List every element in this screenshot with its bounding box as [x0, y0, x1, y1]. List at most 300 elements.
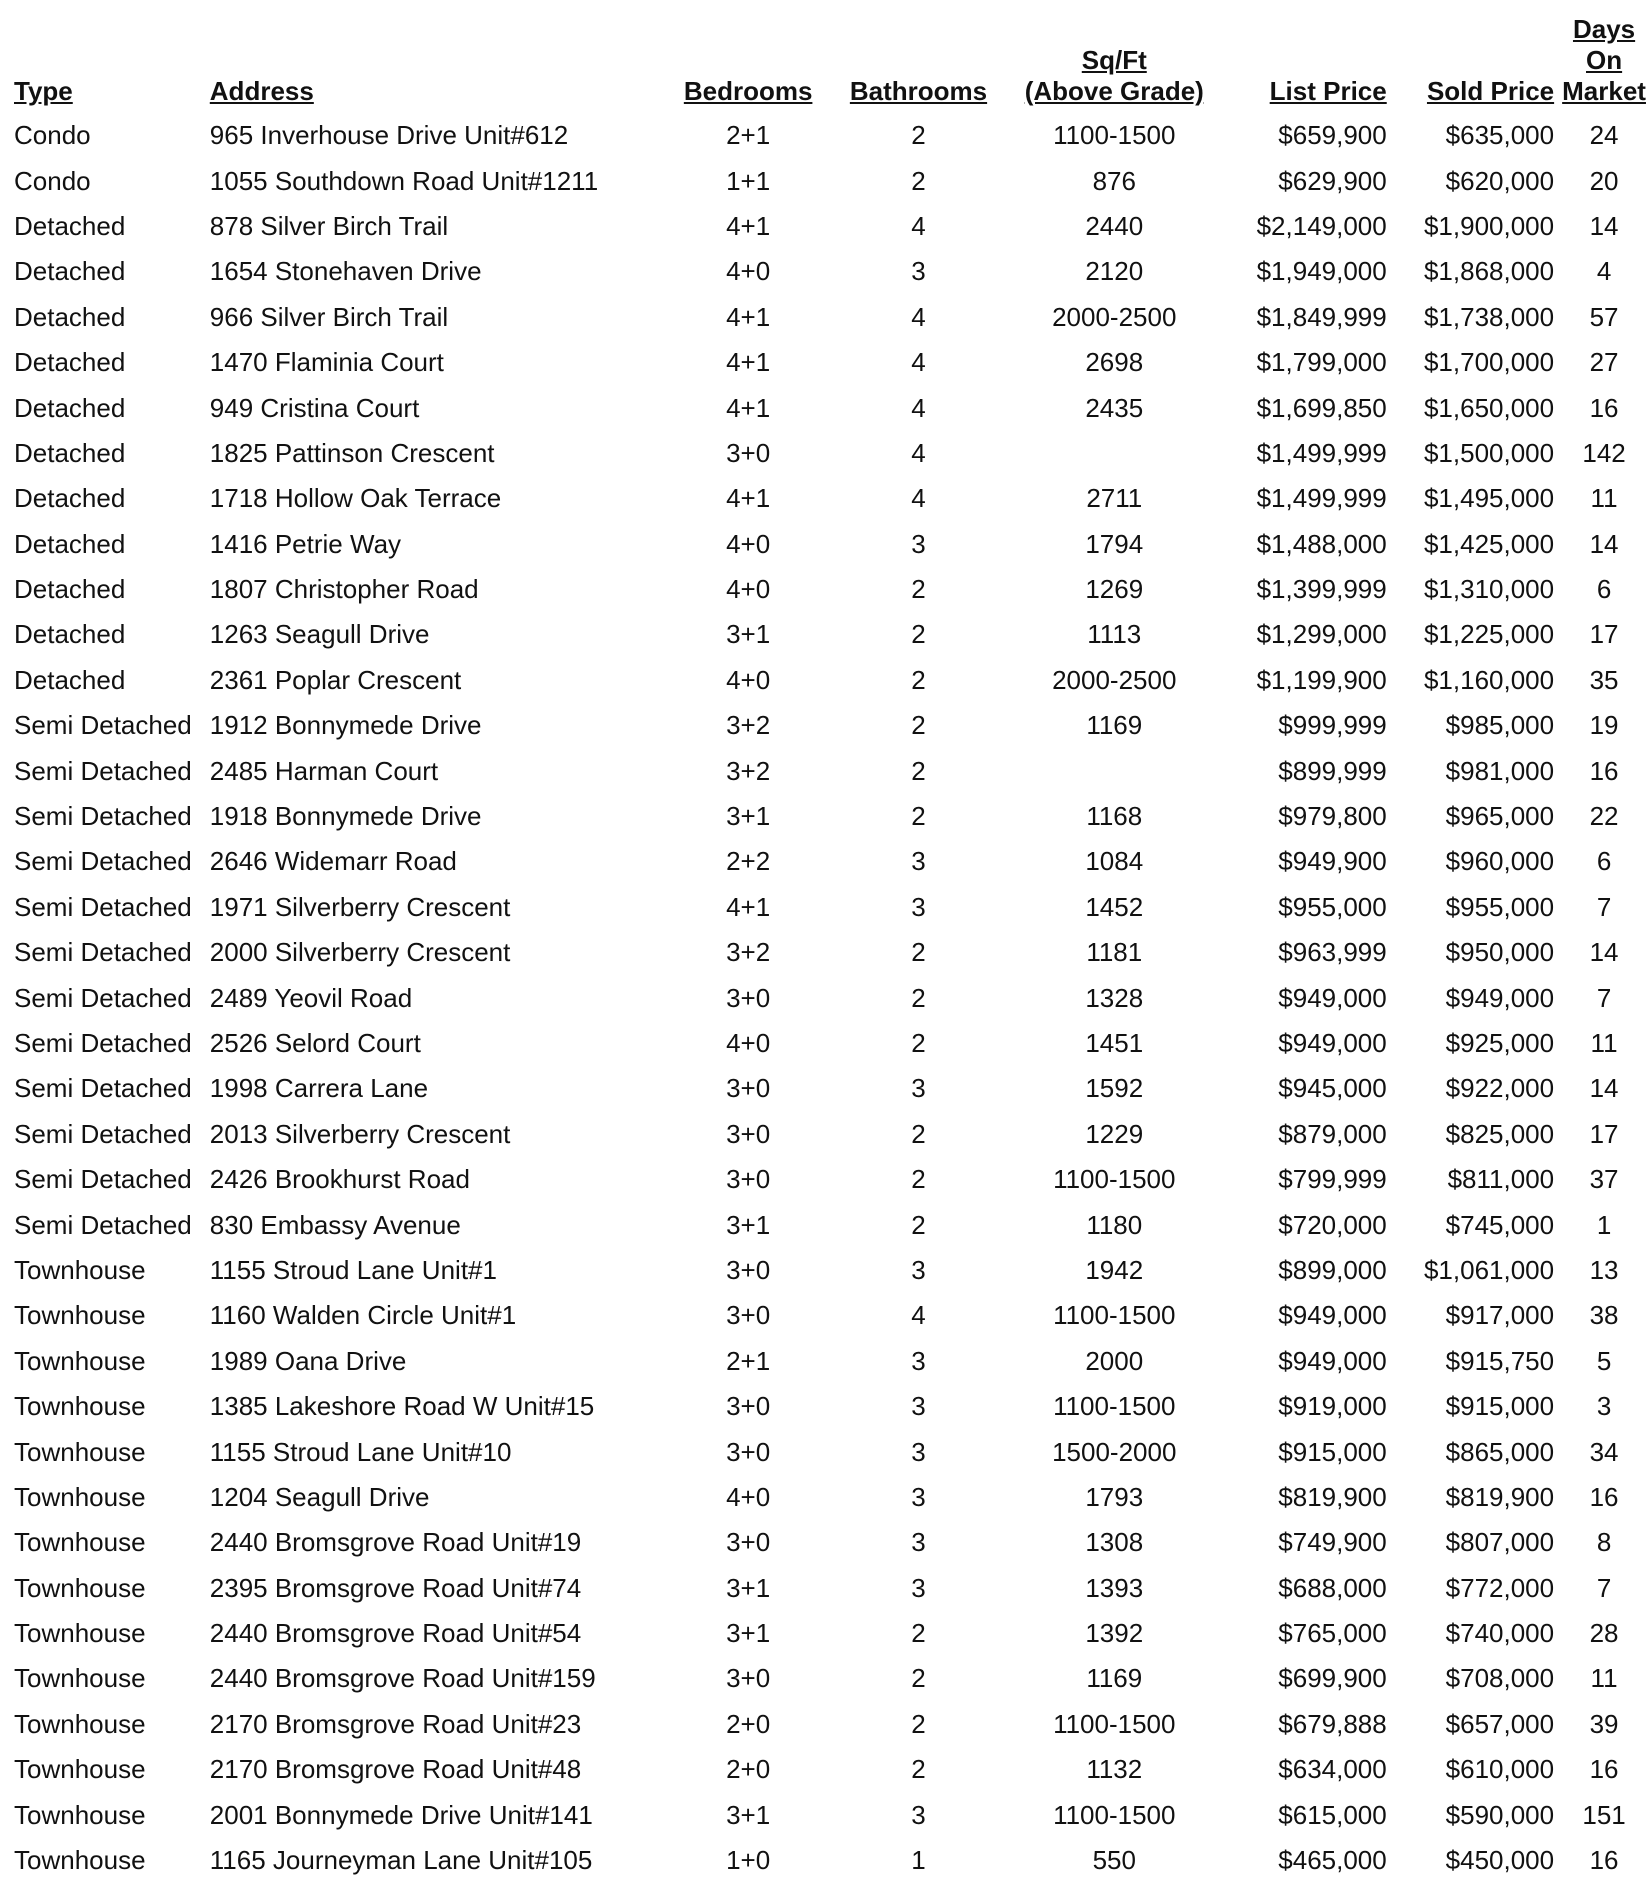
cell-bathrooms: 3 [911, 1391, 926, 1422]
cell-bedrooms: 3+0 [726, 1254, 771, 1285]
cell-list-price: $699,900 [1278, 1663, 1387, 1694]
cell-address: 1470 Flaminia Court [209, 347, 444, 378]
table-row [10, 658, 1650, 703]
cell-type: Semi Detached [14, 1073, 192, 1104]
cell-address: 2526 Selord Court [209, 1028, 421, 1058]
cell-list-price: $1,499,999 [1256, 437, 1387, 468]
cell-list-price: $1,299,000 [1256, 619, 1387, 650]
cell-days-on-market: 17 [1589, 1118, 1619, 1149]
cell-sqft: 1308 [1085, 1527, 1144, 1558]
cell-sold-price: $590,000 [1445, 1799, 1555, 1830]
table-row [10, 612, 1650, 657]
table-row [10, 1202, 1650, 1247]
cell-address: 949 Cristina Court [209, 392, 420, 423]
cell-address: 1160 Walden Circle Unit#1 [209, 1300, 517, 1331]
cell-list-price: $1,488,000 [1256, 528, 1387, 559]
cell-list-price: $919,000 [1278, 1391, 1387, 1422]
header-bedrooms: Bedrooms [683, 76, 813, 106]
cell-address: 1155 Stroud Lane Unit#10 [209, 1436, 512, 1467]
cell-days-on-market: 38 [1589, 1300, 1619, 1331]
cell-list-price: $949,000 [1278, 1028, 1387, 1058]
cell-bathrooms: 2 [911, 1708, 926, 1739]
cell-sqft: 1393 [1085, 1572, 1144, 1603]
cell-bedrooms: 3+0 [726, 1118, 771, 1149]
cell-sqft: 876 [1092, 165, 1136, 196]
cell-days-on-market: 35 [1589, 664, 1619, 695]
cell-list-price: $2,149,000 [1256, 210, 1387, 241]
cell-sold-price: $865,000 [1445, 1436, 1555, 1467]
cell-sqft: 1100-1500 [1053, 1164, 1176, 1195]
cell-list-price: $963,999 [1278, 937, 1387, 968]
cell-type: Townhouse [14, 1799, 146, 1830]
cell-bathrooms: 2 [911, 937, 926, 968]
cell-bathrooms: 3 [911, 1254, 926, 1285]
cell-days-on-market: 16 [1589, 1481, 1619, 1512]
cell-type: Detached [14, 256, 126, 287]
cell-address: 1165 Journeyman Lane Unit#105 [209, 1845, 593, 1876]
cell-sold-price: $925,000 [1445, 1028, 1555, 1058]
cell-sqft: 550 [1092, 1845, 1136, 1876]
cell-address: 2489 Yeovil Road [209, 982, 413, 1013]
header-bathrooms: Bathrooms [849, 76, 988, 106]
cell-bedrooms: 3+0 [726, 1300, 771, 1331]
cell-sqft: 1168 [1086, 801, 1143, 832]
cell-address: 1385 Lakeshore Road W Unit#15 [209, 1391, 595, 1422]
cell-bathrooms: 2 [911, 1118, 926, 1149]
cell-type: Townhouse [14, 1527, 146, 1558]
cell-days-on-market: 5 [1596, 1345, 1612, 1376]
cell-list-price: $949,000 [1278, 1300, 1387, 1331]
cell-list-price: $679,888 [1278, 1708, 1387, 1739]
table-row [10, 885, 1650, 930]
cell-list-price: $915,000 [1278, 1436, 1387, 1467]
cell-list-price: $999,999 [1278, 710, 1387, 741]
cell-address: 2001 Bonnymede Drive Unit#141 [209, 1799, 593, 1830]
cell-bathrooms: 2 [911, 982, 926, 1013]
table-row [10, 1066, 1650, 1111]
cell-days-on-market: 16 [1589, 755, 1619, 786]
table-row [10, 476, 1650, 521]
cell-address: 965 Inverhouse Drive Unit#612 [209, 120, 569, 151]
table-row [10, 1339, 1650, 1384]
cell-address: 2646 Widemarr Road [209, 846, 457, 877]
cell-sold-price: $922,000 [1445, 1073, 1555, 1104]
table-row [10, 385, 1650, 430]
cell-type: Semi Detached [14, 1028, 192, 1058]
cell-days-on-market: 4 [1596, 256, 1612, 287]
cell-sold-price: $1,868,000 [1423, 256, 1555, 287]
cell-days-on-market: 13 [1589, 1254, 1619, 1285]
cell-days-on-market: 7 [1596, 891, 1612, 922]
table-row [10, 1747, 1650, 1792]
cell-address: 1918 Bonnymede Drive [209, 801, 482, 832]
cell-type: Detached [14, 664, 126, 695]
table-row [10, 431, 1650, 476]
cell-sqft: 1942 [1085, 1254, 1144, 1285]
cell-address: 2013 Silverberry Crescent [209, 1118, 511, 1149]
cell-address: 1155 Stroud Lane Unit#1 [209, 1254, 497, 1285]
cell-days-on-market: 7 [1596, 1572, 1612, 1603]
cell-address: 2361 Poplar Crescent [209, 664, 462, 695]
cell-days-on-market: 17 [1589, 619, 1619, 650]
cell-bedrooms: 3+1 [726, 1799, 771, 1830]
cell-bedrooms: 1+1 [726, 165, 771, 196]
cell-type: Detached [14, 483, 126, 514]
cell-sqft: 1100-1500 [1053, 120, 1176, 151]
cell-sqft: 1229 [1085, 1118, 1144, 1149]
cell-sqft: 1169 [1086, 710, 1143, 741]
cell-bedrooms: 4+0 [726, 256, 771, 287]
cell-type: Townhouse [14, 1618, 146, 1649]
cell-sqft: 1452 [1085, 891, 1144, 922]
cell-bedrooms: 3+0 [726, 1391, 771, 1422]
cell-type: Semi Detached [14, 1209, 192, 1240]
cell-address: 1912 Bonnymede Drive [209, 710, 482, 741]
cell-sqft: 2711 [1086, 483, 1143, 514]
cell-bedrooms: 3+1 [726, 1618, 771, 1649]
cell-days-on-market: 14 [1589, 528, 1619, 559]
table-row [10, 340, 1650, 385]
cell-days-on-market: 151 [1582, 1799, 1626, 1830]
cell-days-on-market: 6 [1596, 574, 1612, 605]
cell-bathrooms: 2 [911, 801, 926, 832]
cell-list-price: $720,000 [1278, 1209, 1387, 1240]
cell-type: Detached [14, 437, 126, 468]
table-row [10, 1475, 1650, 1520]
table-row [10, 1520, 1650, 1565]
cell-list-price: $945,000 [1278, 1073, 1387, 1104]
cell-sqft: 1500-2000 [1052, 1436, 1177, 1467]
table-body [10, 113, 1650, 1883]
table-row [10, 1702, 1650, 1747]
cell-sold-price: $740,000 [1445, 1618, 1555, 1649]
cell-sqft: 2435 [1085, 392, 1144, 423]
cell-bedrooms: 4+0 [726, 574, 771, 605]
cell-type: Semi Detached [14, 1164, 192, 1195]
header-dom-line1: Days On [1572, 14, 1636, 75]
cell-sqft: 1084 [1085, 846, 1144, 877]
cell-bedrooms: 3+2 [726, 710, 771, 741]
cell-type: Townhouse [14, 1572, 146, 1603]
cell-type: Detached [14, 347, 126, 378]
cell-days-on-market: 14 [1589, 937, 1619, 968]
cell-bedrooms: 2+0 [726, 1708, 771, 1739]
cell-type: Detached [14, 574, 126, 605]
cell-bedrooms: 2+0 [726, 1754, 771, 1785]
table-row [10, 1566, 1650, 1611]
cell-days-on-market: 7 [1596, 982, 1612, 1013]
cell-address: 878 Silver Birch Trail [209, 210, 449, 241]
cell-days-on-market: 57 [1589, 301, 1619, 332]
cell-bathrooms: 2 [911, 1663, 926, 1694]
cell-type: Semi Detached [14, 937, 192, 968]
cell-sqft: 2698 [1085, 347, 1144, 378]
cell-address: 1971 Silverberry Crescent [209, 891, 511, 922]
cell-days-on-market: 22 [1589, 801, 1619, 832]
table-row [10, 748, 1650, 793]
cell-days-on-market: 19 [1589, 710, 1619, 741]
cell-bedrooms: 3+1 [726, 801, 771, 832]
table-row [10, 522, 1650, 567]
cell-days-on-market: 3 [1596, 1391, 1612, 1422]
cell-sqft [1005, 748, 1223, 793]
cell-sold-price: $1,425,000 [1423, 528, 1555, 559]
cell-list-price: $765,000 [1278, 1618, 1387, 1649]
cell-sqft: 1100-1500 [1053, 1300, 1176, 1331]
cell-bathrooms: 2 [911, 619, 926, 650]
header-list-price: List Price [1269, 76, 1387, 106]
header-sqft [1005, 14, 1223, 113]
cell-address: 2440 Bromsgrove Road Unit#19 [209, 1527, 582, 1558]
cell-list-price: $899,999 [1278, 755, 1387, 786]
cell-sqft: 2000-2500 [1052, 664, 1177, 695]
cell-bathrooms: 2 [911, 664, 926, 695]
cell-bedrooms: 3+0 [726, 982, 771, 1013]
cell-sold-price: $1,495,000 [1423, 483, 1555, 514]
table-row [10, 1838, 1650, 1883]
cell-bathrooms: 4 [911, 392, 926, 423]
cell-list-price: $949,900 [1278, 846, 1387, 877]
cell-list-price: $799,999 [1278, 1164, 1387, 1195]
cell-sqft: 2000-2500 [1052, 301, 1177, 332]
table-row [10, 930, 1650, 975]
header-sold-price: Sold Price [1426, 76, 1555, 106]
cell-list-price: $615,000 [1278, 1799, 1387, 1830]
cell-address: 966 Silver Birch Trail [209, 301, 449, 332]
header-dom-line2: Market [1562, 76, 1646, 106]
cell-bathrooms: 3 [911, 528, 926, 559]
cell-days-on-market: 20 [1589, 165, 1619, 196]
table-row [10, 113, 1650, 158]
cell-list-price: $1,399,999 [1256, 574, 1387, 605]
cell-days-on-market: 27 [1589, 347, 1619, 378]
cell-address: 1998 Carrera Lane [209, 1073, 429, 1104]
cell-type: Detached [14, 392, 126, 423]
cell-bedrooms: 4+0 [726, 528, 771, 559]
cell-sold-price: $981,000 [1445, 755, 1555, 786]
cell-bathrooms: 2 [911, 574, 926, 605]
cell-type: Townhouse [14, 1663, 146, 1694]
cell-list-price: $1,799,000 [1256, 347, 1387, 378]
cell-bedrooms: 3+1 [726, 1572, 771, 1603]
cell-bathrooms: 2 [911, 120, 926, 151]
cell-bathrooms: 2 [911, 1164, 926, 1195]
cell-sqft: 1100-1500 [1053, 1708, 1176, 1739]
cell-bathrooms: 3 [911, 1527, 926, 1558]
cell-sold-price: $1,650,000 [1423, 392, 1555, 423]
cell-sqft: 1100-1500 [1053, 1799, 1176, 1830]
cell-bedrooms: 4+1 [726, 392, 771, 423]
cell-sqft: 1793 [1085, 1481, 1144, 1512]
table-row [10, 1429, 1650, 1474]
cell-sold-price: $825,000 [1445, 1118, 1555, 1149]
cell-sold-price: $1,160,000 [1423, 664, 1555, 695]
cell-list-price: $979,800 [1278, 801, 1387, 832]
table-row [10, 1792, 1650, 1837]
cell-address: 2170 Bromsgrove Road Unit#48 [209, 1754, 582, 1785]
cell-days-on-market: 16 [1589, 1754, 1619, 1785]
cell-bedrooms: 3+2 [726, 755, 771, 786]
cell-sold-price: $635,000 [1445, 120, 1555, 151]
cell-bedrooms: 3+0 [726, 1527, 771, 1558]
cell-type: Detached [14, 528, 126, 559]
cell-address: 1416 Petrie Way [209, 528, 402, 559]
cell-bedrooms: 2+2 [726, 846, 771, 877]
cell-bedrooms: 3+0 [726, 1164, 771, 1195]
cell-bathrooms: 3 [911, 1345, 926, 1376]
table-row [10, 249, 1650, 294]
cell-bedrooms: 3+0 [726, 1436, 771, 1467]
cell-sqft: 2120 [1085, 256, 1144, 287]
table-row [10, 794, 1650, 839]
table-row [10, 204, 1650, 249]
table-row [10, 703, 1650, 748]
cell-sold-price: $960,000 [1445, 846, 1555, 877]
cell-sqft [1005, 431, 1223, 476]
cell-list-price: $949,000 [1278, 982, 1387, 1013]
cell-type: Townhouse [14, 1254, 146, 1285]
cell-address: 2170 Bromsgrove Road Unit#23 [209, 1708, 582, 1739]
table-header [10, 14, 1650, 113]
cell-sold-price: $745,000 [1445, 1209, 1555, 1240]
cell-list-price: $819,900 [1278, 1481, 1387, 1512]
cell-bathrooms: 3 [911, 846, 926, 877]
cell-list-price: $634,000 [1278, 1754, 1387, 1785]
cell-sqft: 1181 [1086, 937, 1143, 968]
cell-sold-price: $950,000 [1445, 937, 1555, 968]
cell-bedrooms: 3+0 [726, 1073, 771, 1104]
cell-address: 830 Embassy Avenue [209, 1209, 461, 1240]
cell-days-on-market: 6 [1596, 846, 1612, 877]
cell-days-on-market: 8 [1596, 1527, 1612, 1558]
cell-bathrooms: 4 [911, 301, 926, 332]
cell-type: Townhouse [14, 1345, 146, 1376]
cell-type: Semi Detached [14, 801, 192, 832]
cell-type: Townhouse [14, 1481, 146, 1512]
cell-type: Townhouse [14, 1300, 146, 1331]
cell-address: 2000 Silverberry Crescent [209, 937, 511, 968]
cell-sqft: 1269 [1085, 574, 1144, 605]
cell-days-on-market: 14 [1589, 1073, 1619, 1104]
cell-days-on-market: 39 [1589, 1708, 1619, 1739]
cell-bathrooms: 2 [911, 1618, 926, 1649]
cell-sold-price: $1,061,000 [1423, 1254, 1555, 1285]
cell-bathrooms: 4 [911, 210, 926, 241]
cell-address: 1718 Hollow Oak Terrace [209, 483, 502, 514]
cell-bathrooms: 3 [911, 1572, 926, 1603]
cell-type: Detached [14, 210, 126, 241]
cell-sold-price: $917,000 [1445, 1300, 1555, 1331]
cell-days-on-market: 1 [1596, 1209, 1612, 1240]
cell-bathrooms: 3 [911, 1436, 926, 1467]
cell-sqft: 2000 [1085, 1345, 1144, 1376]
cell-bathrooms: 2 [911, 755, 926, 786]
cell-sold-price: $1,500,000 [1423, 437, 1555, 468]
cell-bathrooms: 2 [911, 1754, 926, 1785]
cell-sqft: 1451 [1085, 1028, 1144, 1058]
cell-type: Semi Detached [14, 891, 192, 922]
cell-bedrooms: 4+1 [726, 347, 771, 378]
cell-type: Detached [14, 301, 126, 332]
cell-list-price: $879,000 [1278, 1118, 1387, 1149]
cell-bedrooms: 4+1 [726, 483, 771, 514]
table-row [10, 567, 1650, 612]
header-row [10, 14, 1650, 113]
cell-bedrooms: 4+1 [726, 210, 771, 241]
cell-sold-price: $807,000 [1445, 1527, 1555, 1558]
header-sqft-line2: (Above Grade) [1024, 76, 1204, 106]
cell-type: Condo [14, 165, 91, 196]
cell-list-price: $899,000 [1278, 1254, 1387, 1285]
cell-type: Semi Detached [14, 846, 192, 877]
table-row [10, 1293, 1650, 1338]
header-days-on-market [1558, 14, 1650, 113]
cell-list-price: $949,000 [1278, 1345, 1387, 1376]
cell-bathrooms: 3 [911, 256, 926, 287]
cell-address: 2485 Harman Court [209, 755, 439, 786]
cell-address: 2440 Bromsgrove Road Unit#54 [209, 1618, 582, 1649]
cell-address: 1263 Seagull Drive [209, 619, 430, 650]
cell-type: Townhouse [14, 1436, 146, 1467]
cell-bathrooms: 2 [911, 165, 926, 196]
cell-days-on-market: 16 [1589, 1845, 1619, 1876]
cell-bedrooms: 4+1 [726, 301, 771, 332]
cell-bedrooms: 3+2 [726, 937, 771, 968]
cell-bathrooms: 2 [911, 1028, 926, 1058]
cell-sold-price: $965,000 [1445, 801, 1555, 832]
cell-list-price: $659,900 [1278, 120, 1387, 151]
cell-sold-price: $1,900,000 [1423, 210, 1555, 241]
cell-type: Semi Detached [14, 710, 192, 741]
cell-sqft: 1392 [1085, 1618, 1144, 1649]
cell-sqft: 1794 [1085, 528, 1144, 559]
cell-list-price: $955,000 [1278, 891, 1387, 922]
table-row [10, 1384, 1650, 1429]
cell-sold-price: $610,000 [1445, 1754, 1555, 1785]
cell-sold-price: $1,738,000 [1423, 301, 1555, 332]
cell-bedrooms: 3+0 [726, 1663, 771, 1694]
cell-sqft: 1132 [1086, 1754, 1143, 1785]
cell-type: Detached [14, 619, 126, 650]
cell-address: 1807 Christopher Road [209, 574, 479, 605]
cell-bedrooms: 3+1 [726, 1209, 771, 1240]
table-row [10, 839, 1650, 884]
cell-sqft: 1592 [1085, 1073, 1144, 1104]
cell-days-on-market: 142 [1582, 437, 1626, 468]
table-row [10, 295, 1650, 340]
cell-bathrooms: 4 [911, 483, 926, 514]
cell-sold-price: $949,000 [1445, 982, 1555, 1013]
cell-bathrooms: 3 [911, 1073, 926, 1104]
cell-bedrooms: 4+0 [726, 1028, 771, 1058]
cell-sqft: 2440 [1085, 210, 1144, 241]
cell-bedrooms: 1+0 [726, 1845, 771, 1876]
header-address: Address [209, 76, 314, 106]
cell-list-price: $1,199,900 [1256, 664, 1387, 695]
cell-bathrooms: 4 [911, 1300, 926, 1331]
cell-address: 1055 Southdown Road Unit#1211 [209, 165, 599, 196]
cell-address: 1989 Oana Drive [209, 1345, 407, 1376]
cell-bedrooms: 2+1 [726, 120, 771, 151]
cell-sold-price: $657,000 [1445, 1708, 1555, 1739]
cell-bathrooms: 3 [911, 1481, 926, 1512]
cell-list-price: $1,849,999 [1256, 301, 1387, 332]
cell-type: Semi Detached [14, 755, 192, 786]
cell-address: 1654 Stonehaven Drive [209, 256, 482, 287]
cell-sold-price: $955,000 [1445, 891, 1555, 922]
cell-bedrooms: 2+1 [726, 1345, 771, 1376]
cell-sold-price: $772,000 [1445, 1572, 1555, 1603]
